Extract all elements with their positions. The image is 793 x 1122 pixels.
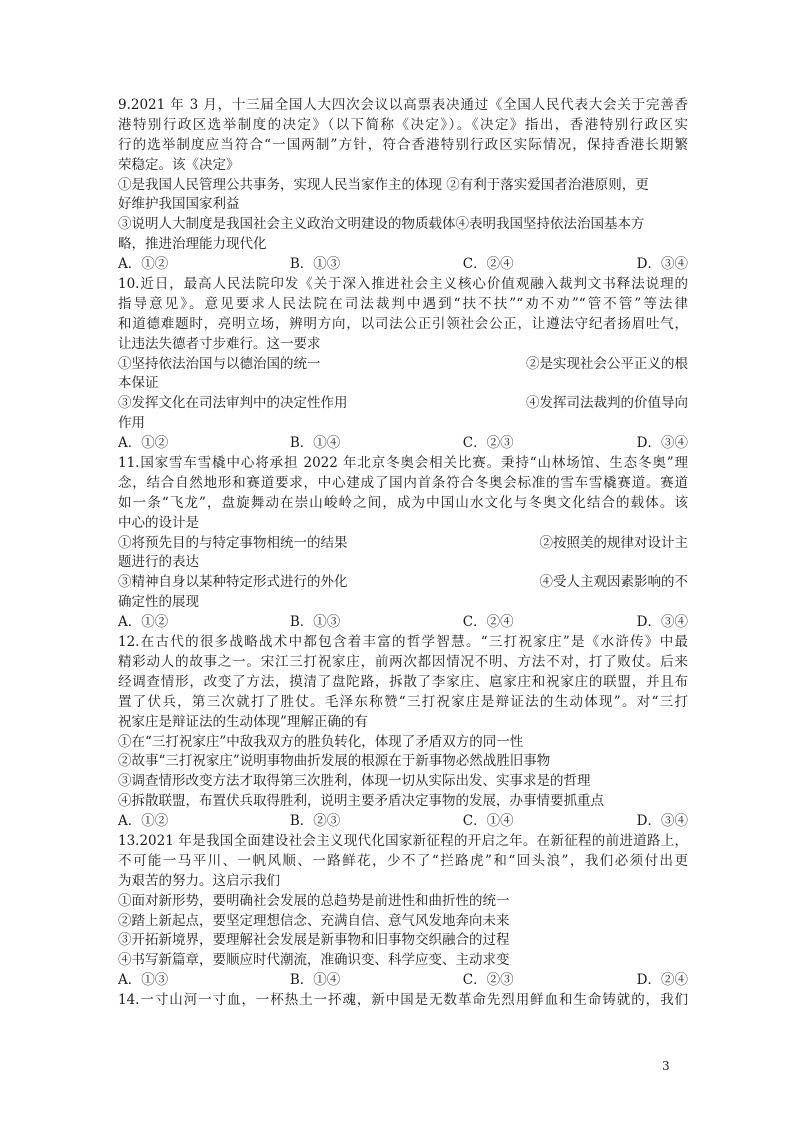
question-stem-line: 13.2021 年是我国全面建设社会主义现代化国家新征程的开启之年。在新征程的前进道路上， — [118, 832, 688, 849]
option-b: B．①③ — [289, 614, 341, 631]
option-d: D．②④ — [636, 972, 688, 989]
statement-item: ③发挥文化在司法审判中的决定性作用 — [118, 395, 348, 412]
statement-item: ①将预先目的与特定事物相统一的结果 — [118, 534, 348, 551]
option-a: A．①② — [118, 813, 169, 830]
question-stem-line: 如一条“飞龙”，盘旋舞动在崇山峻岭之间，成为中国山水文化与冬奥文化结合的载体。该 — [118, 494, 688, 511]
option-c: C．②④ — [462, 614, 514, 631]
statement-item: ③说明人大制度是我国社会主义政治文明建设的物质载体④表明我国坚持依法治国基本方 — [118, 216, 645, 233]
option-d: D．③④ — [636, 435, 688, 452]
option-d: D．③④ — [636, 813, 688, 830]
question-stem-line: 精彩动人的故事之一。宋江三打祝家庄，前两次都因情况不明、方法不对，打了败仗。后来 — [118, 653, 688, 670]
question-stem-line: 让违法失德者寸步难行。这一要求 — [118, 335, 321, 352]
statement-item: ②故事“三打祝家庄”说明事物曲折发展的根源在于新事物必然战胜旧事物 — [118, 753, 551, 770]
question-stem-line: 为艰苦的努力。这启示我们 — [118, 872, 280, 889]
question-12 — [118, 633, 688, 832]
question-stem-line: 12.在古代的很多战略战术中都包含着丰富的哲学智慧。“三打祝家庄”是《水浒传》中最 — [118, 634, 688, 651]
statement-item: ②是实现社会公平正义的根 — [526, 355, 688, 372]
option-d: D．③④ — [636, 614, 688, 631]
page-number: 3 — [662, 1059, 670, 1073]
statement-item: ③开拓新境界，要理解社会发展是新事物和旧事物交织融合的过程 — [118, 932, 510, 949]
option-c: C．②④ — [462, 256, 514, 273]
exam-page — [118, 96, 688, 1011]
option-b: B．①③ — [289, 256, 341, 273]
statement-continuation: 本保证 — [118, 375, 159, 392]
option-c: C．①④ — [462, 813, 514, 830]
question-stem-line: 14.一寸山河一寸血，一杯热土一抔魂，新中国是无数革命先烈用鲜血和生命铸就的，我们 — [118, 992, 688, 1009]
option-a: A．①② — [118, 256, 169, 273]
question-stem-line: 港特别行政区选举制度的决定》（以下简称《决定》）。《决定》指出，香港特别行政区实 — [118, 116, 688, 133]
option-d: D．③④ — [636, 256, 688, 273]
answer-options — [118, 255, 688, 275]
statement-continuation: 确定性的展现 — [118, 594, 199, 611]
option-c: C．②③ — [462, 435, 514, 452]
statement-item: ④拆散联盟，布置伏兵取得胜利，说明主要矛盾决定事物的发展，办事情要抓重点 — [118, 793, 604, 810]
statement-item: ①坚持依法治国与以德治国的统一 — [118, 355, 321, 372]
option-a: A．①③ — [118, 972, 169, 989]
statement-item: ④受人主观因素影响的不 — [539, 574, 688, 591]
answer-options — [118, 812, 688, 832]
statement-item: ③精神自身以某种特定形式进行的外化 — [118, 574, 348, 591]
question-stem-line: 祝家庄是辩证法的生动体现”理解正确的有 — [118, 713, 368, 730]
question-13 — [118, 832, 688, 991]
statement-continuation: 作用 — [118, 415, 145, 432]
statement-continuation: 题进行的表达 — [118, 554, 199, 571]
option-c: C．②③ — [462, 972, 514, 989]
statement-item: ②踏上新起点，要坚定理想信念、充满自信、意气风发地奔向未来 — [118, 912, 510, 929]
question-stem-line: 中心的设计是 — [118, 514, 199, 531]
statement-item: ④书写新篇章，要顺应时代潮流，准确识变、科学应变、主动求变 — [118, 952, 510, 969]
statement-pair — [118, 394, 688, 414]
question-stem-line: 10.近日，最高人民法院印发《关于深入推进社会主义核心价值观融入裁判文书释法说理的 — [118, 276, 688, 293]
option-a: A．①② — [118, 435, 169, 452]
question-stem-line: 念，结合自然地形和赛道要求，中心建成了国内首条符合冬奥会标准的雪车雪橇赛道。赛道 — [118, 474, 688, 491]
statement-item: 好维护我国国家利益 — [118, 196, 240, 213]
question-9 — [118, 96, 688, 275]
answer-options — [118, 613, 688, 633]
question-stem-line: 和道德难题时，亮明立场，辨明方向，以司法公正引领社会公正，让遵法守纪者扬眉吐气， — [118, 315, 688, 332]
question-stem-line: 经调查情形，改变了方法，摸清了盘陀路，拆散了李家庄、扈家庄和祝家庄的联盟，并且布 — [118, 673, 688, 690]
statement-item: ②按照美的规律对设计主 — [539, 534, 688, 551]
option-b: B．②③ — [289, 813, 341, 830]
statement-item: ③调查情形改变方法才取得第三次胜利，体现一切从实际出发、实事求是的哲理 — [118, 773, 591, 790]
answer-options — [118, 971, 688, 991]
option-b: B．①④ — [289, 435, 341, 452]
question-10 — [118, 275, 688, 454]
question-stem-line: 不可能一马平川、一帆风顺、一路鲜花，少不了“拦路虎”和“回头浪”，我们必须付出更 — [118, 852, 688, 869]
statement-pair — [118, 534, 688, 554]
question-stem-line: 置了伏兵，第三次就打了胜仗。毛泽东称赞“三打祝家庄是辩证法的生动体现”。对“三打 — [118, 693, 688, 710]
question-14 — [118, 991, 688, 1011]
statement-item: ①在“三打祝家庄”中敌我双方的胜负转化，体现了矛盾双方的同一性 — [118, 733, 524, 750]
statement-item: 略，推进治理能力现代化 — [118, 236, 267, 253]
question-stem-line: 9.2021 年 3 月，十三届全国人大四次会议以高票表决通过《全国人民代表大会关于完善香 — [118, 97, 688, 113]
question-stem-line: 指导意见》。意见要求人民法院在司法裁判中遇到“扶不扶”“劝不劝”“管不管”等法律 — [118, 295, 688, 312]
statement-pair — [118, 355, 688, 375]
question-stem-line: 11.国家雪车雪橇中心将承担 2022 年北京冬奥会相关比赛。秉持“山林场馆、生态冬奥”理 — [118, 455, 688, 472]
statement-pair — [118, 573, 688, 593]
question-stem-line: 行的选举制度应当符合“一国两制”方针，符合香港特别行政区实际情况，保持香港长期繁 — [118, 136, 688, 153]
option-a: A．①② — [118, 614, 169, 631]
statement-item: ①面对新形势，要明确社会发展的总趋势是前进性和曲折性的统一 — [118, 892, 510, 909]
option-b: B．①④ — [289, 972, 341, 989]
statement-item: ④发挥司法裁判的价值导向 — [526, 395, 688, 412]
question-11 — [118, 454, 688, 633]
question-stem-line: 荣稳定。该《决定》 — [118, 156, 240, 173]
answer-options — [118, 434, 688, 454]
statement-item: ①是我国人民管理公共事务，实现人民当家作主的体现 ②有利于落实爱国者治港原则，更 — [118, 176, 649, 193]
